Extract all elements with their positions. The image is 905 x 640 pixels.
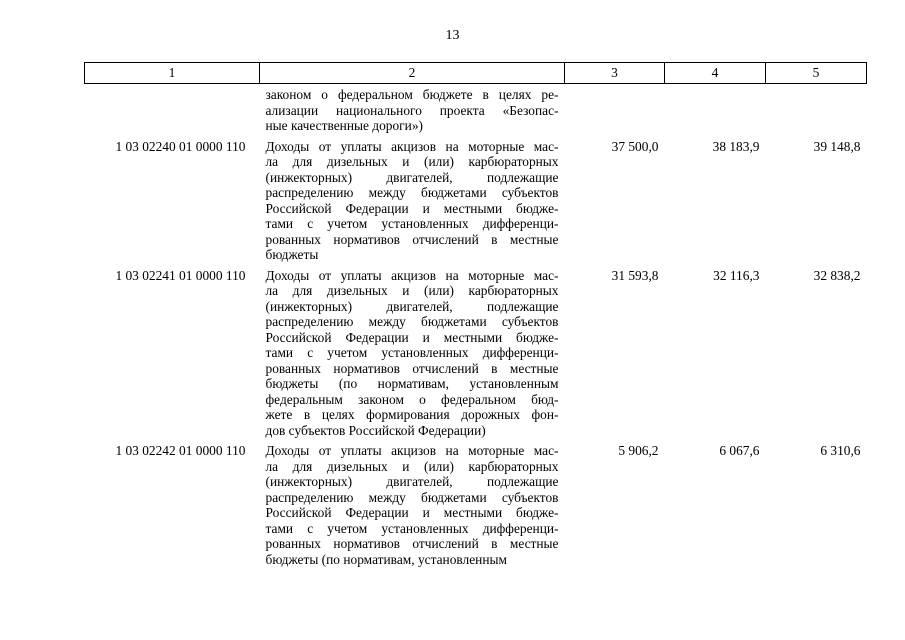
column-header-4: 4	[665, 63, 766, 84]
description-line: (инжекторных) двигателей, подлежащие	[265, 298, 559, 314]
description-line: ные качественные дороги»)	[265, 118, 423, 133]
column-header-2: 2	[260, 63, 565, 84]
description-line: рованных нормативов отчислений в местные	[265, 231, 559, 247]
page-number: 13	[445, 28, 460, 43]
description-line: тами с учетом установленных дифференци-	[265, 216, 559, 231]
value-col-4: 38 183,9	[712, 138, 760, 154]
budget-code-cell: 1 03 02242 01 0000 110	[115, 443, 246, 458]
budget-code-cell	[85, 84, 260, 139]
table-body	[85, 84, 867, 573]
description-line: бюджеты (по нормативам, установленным	[265, 551, 507, 567]
table-row	[85, 84, 867, 139]
description-line: распределению между бюджетами субъектов	[265, 185, 559, 200]
description-line: Российской Федерации и местными бюдже-	[265, 329, 559, 345]
description-cell	[260, 84, 565, 139]
description-line: бюджеты (по нормативам, установленным	[265, 376, 559, 391]
column-header-5: 5	[766, 63, 867, 84]
column-header-3: 3	[565, 63, 665, 84]
value-col-4	[665, 84, 766, 139]
description-line: Доходы от уплаты акцизов на моторные мас-	[265, 443, 559, 458]
description-line: тами с учетом установленных дифференци-	[265, 345, 559, 360]
description-line: рованных нормативов отчислений в местные	[265, 360, 559, 376]
description-line: (инжекторных) двигателей, подлежащие	[265, 169, 559, 185]
value-col-3	[565, 84, 665, 139]
description-line: федеральным законом о федеральном бюд-	[265, 391, 559, 407]
description-line: бюджеты	[265, 247, 319, 262]
value-col-5: 6 310,6	[820, 443, 861, 458]
description-line: ла для дизельных и (или) карбюраторных	[265, 458, 559, 474]
revenue-table	[84, 62, 867, 572]
description-line: Доходы от уплаты акцизов на моторные мас-	[265, 267, 559, 283]
value-col-4: 32 116,3	[713, 267, 760, 283]
table-header-row	[85, 63, 867, 84]
column-header-1: 1	[85, 63, 260, 84]
description-line: распределению между бюджетами субъектов	[265, 314, 559, 329]
description-cell	[260, 268, 565, 444]
description-line: ла для дизельных и (или) карбюраторных	[265, 283, 559, 298]
value-col-3: 5 906,2	[618, 443, 659, 458]
description-line: жете в целях формирования дорожных фон-	[265, 407, 559, 422]
description-cell	[260, 443, 565, 572]
description-line: дов субъектов Российской Федерации)	[265, 422, 486, 438]
description-line: тами с учетом установленных дифференци-	[265, 520, 559, 536]
table-row	[85, 139, 867, 268]
table-row	[85, 268, 867, 444]
description-line: ализации национального проекта «Безопас-	[265, 102, 559, 118]
value-col-4: 6 067,6	[719, 443, 760, 458]
description-line: ла для дизельных и (или) карбюраторных	[265, 154, 559, 169]
description-cell	[260, 139, 565, 268]
value-col-3: 37 500,0	[611, 138, 659, 154]
budget-code-cell: 1 03 02240 01 0000 110	[115, 138, 246, 154]
description-line: Российской Федерации и местными бюдже-	[265, 200, 559, 216]
value-col-5: 39 148,8	[813, 138, 861, 154]
description-line: Российской Федерации и местными бюдже-	[265, 505, 559, 520]
budget-code-cell: 1 03 02241 01 0000 110	[115, 267, 246, 283]
value-col-5: 32 838,2	[813, 267, 861, 283]
description-line: распределению между бюджетами субъектов	[265, 489, 559, 505]
description-line: Доходы от уплаты акцизов на моторные мас-	[265, 138, 559, 154]
description-line: (инжекторных) двигателей, подлежащие	[265, 474, 559, 489]
description-line: рованных нормативов отчислений в местные	[265, 536, 559, 551]
description-line: законом о федеральном бюджете в целях ре-	[265, 87, 559, 102]
value-col-5	[766, 84, 867, 139]
table-row	[85, 443, 867, 572]
value-col-3: 31 593,8	[611, 267, 659, 283]
